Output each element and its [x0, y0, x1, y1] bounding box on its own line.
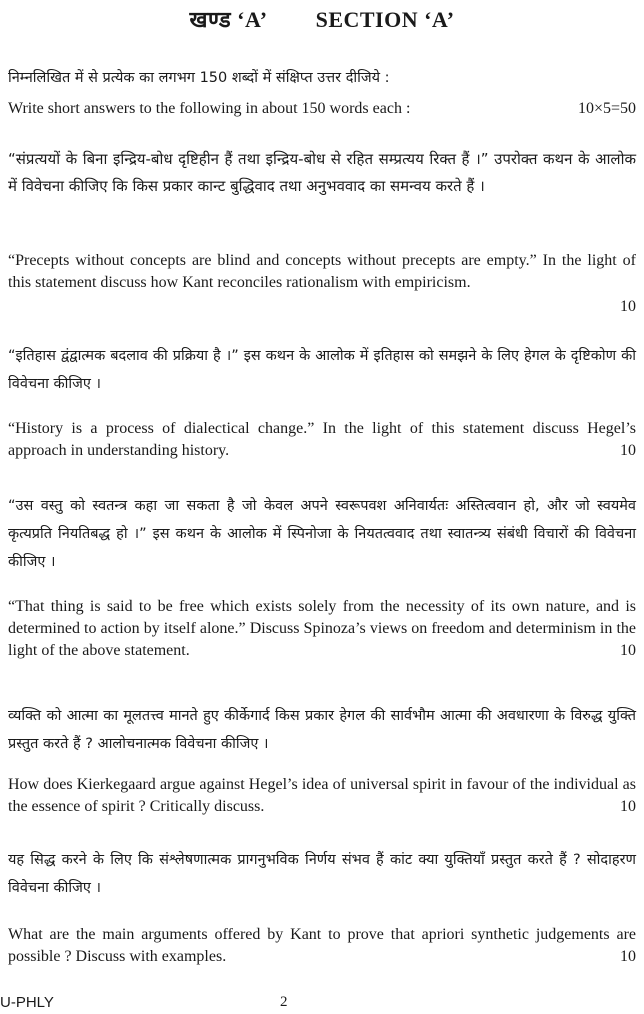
page-footer [0, 994, 644, 1014]
question-4-hindi: व्यक्ति को आत्मा का मूलतत्त्व मानते हुए कीर्केगार्द किस प्रकार हेगल की सार्वभौम आत्मा की अवधारणा के विरुद्ध युक्ति प्रस्तुत करते हैं ? आलोचनात्मक विवेचना कीजिए । [8, 708, 636, 752]
instructions-hindi: निम्नलिखित में से प्रत्येक का लगभग 150 शब्दों में संक्षिप्त उत्तर दीजिये : [8, 70, 390, 86]
question-1-hindi: “संप्रत्ययों के बिना इन्द्रिय-बोध दृष्टिहीन हैं तथा इन्द्रिय-बोध से रहित सम्प्रत्यय रिक्त हैं ।” उपरोक्त कथन के आलोक में विवेचना कीजिए कि किस प्रकार कान्ट बुद्धिवाद तथा अनुभववाद का समन्वय करते हैं । [8, 150, 636, 195]
question-3-hindi: “उस वस्तु को स्वतन्त्र कहा जा सकता है जो केवल अपने स्वरूपवश अनिवार्यतः अस्तित्ववान हो, और जो स्वयमेव कृत्यप्रति नियतिबद्ध हो ।” इस कथन के आलोक में स्पिनोजा के नियतत्ववाद तथा स्वातन्त्र्य संबंधी विचारों की विवेचना कीजिए । [8, 498, 636, 570]
instructions-english: Write short answers to the following in about 150 words each : [8, 100, 411, 117]
question-1-marks-row [8, 296, 636, 318]
question-5-english [8, 924, 636, 968]
question-2-marks: 10 [620, 442, 636, 459]
instructions-english-row [8, 98, 636, 120]
section-title-english: SECTION ‘A’ [315, 7, 455, 32]
question-2-hindi: “इतिहास द्वंद्वात्मक बदलाव की प्रक्रिया है ।” इस कथन के आलोक में इतिहास को समझने के लिए हेगल के दृष्टिकोण की विवेचना कीजिए । [8, 348, 636, 392]
question-3-marks: 10 [620, 642, 636, 659]
section-title-hindi: खण्ड ‘A’ [189, 7, 268, 32]
instructions-marks: 10×5=50 [577, 100, 636, 117]
question-4-english [8, 774, 636, 818]
question-5-hindi: यह सिद्ध करने के लिए कि संश्लेषणात्मक प्रागनुभविक निर्णय संभव हैं कांट क्या युक्तियाँ प्रस्तुत करते हैं ? सोदाहरण विवेचना कीजिए । [8, 852, 636, 896]
question-5-marks: 10 [620, 948, 636, 965]
question-1-english: “Precepts without concepts are blind and concepts without precepts are empty.” In the light of this statement discuss how Kant reconciles rationalism with empiricism. [8, 252, 636, 291]
question-2-english-text: “History is a process of dialectical change.” In the light of this statement discuss Hegel’s approach in understanding history. [8, 420, 636, 459]
question-4-marks: 10 [620, 798, 636, 815]
question-2-english [8, 418, 636, 462]
question-3-english [8, 596, 636, 662]
question-1-marks: 10 [620, 298, 636, 315]
question-4-english-text: How does Kierkegaard argue against Hegel’s idea of universal spirit in favour of the individual as the essence of spirit ? Critically discuss. [8, 776, 636, 815]
paper-code: U-PHLY [0, 994, 54, 1011]
question-5-english-text: What are the main arguments offered by Kant to prove that apriori synthetic judgements are possible ? Discuss with examples. [8, 926, 636, 965]
question-3-english-text: “That thing is said to be free which exists solely from the necessity of its own nature, and is determined to action by itself alone.” Discuss Spinoza’s views on freedom and determinism in the light of the above statement. [8, 598, 636, 659]
page-number: 2 [280, 994, 288, 1010]
section-header [0, 4, 644, 34]
